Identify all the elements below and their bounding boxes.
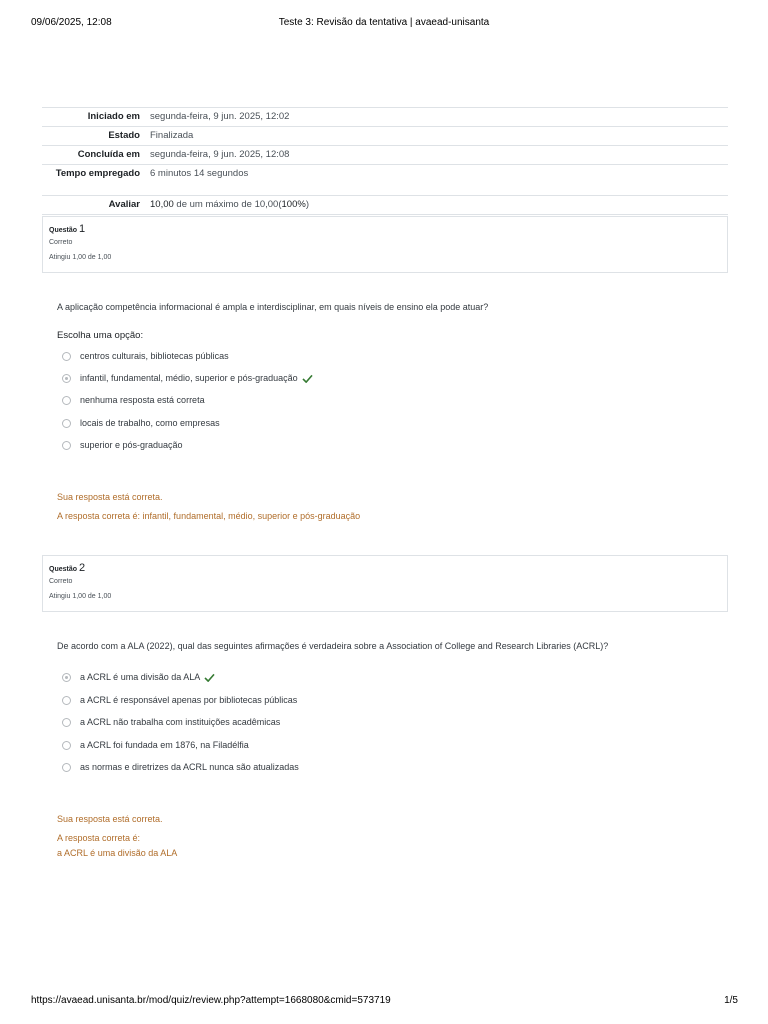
grade-max: de um máximo de 10,00( (173, 199, 282, 210)
print-header (0, 17, 768, 31)
question-2-info (42, 555, 728, 612)
question-1-text: A aplicação competência informacional é ampla e interdisciplinar, em quais níveis de ensino ela pode atuar? (57, 302, 489, 312)
question-2-option[interactable] (62, 693, 297, 707)
option-label: a ACRL é uma divisão da ALA (80, 672, 201, 682)
question-1-info (42, 216, 728, 273)
option-label: a ACRL foi fundada em 1876, na Filadélfia (80, 740, 249, 750)
summary-label: Tempo empregado (42, 165, 146, 196)
question-2-text: De acordo com a ALA (2022), qual das seguintes afirmações é verdadeira sobre a Association of College and Research Libraries (ACRL)? (57, 641, 609, 651)
summary-value: segunda-feira, 9 jun. 2025, 12:08 (146, 146, 728, 165)
print-date: 09/06/2025, 12:08 (31, 17, 112, 28)
question-2-option[interactable] (62, 715, 280, 729)
option-label: locais de trabalho, como empresas (80, 418, 220, 428)
question-grade: Atingiu 1,00 de 1,00 (49, 254, 112, 261)
radio-icon[interactable] (62, 718, 71, 727)
grade-score: 10,00 (150, 199, 174, 210)
question-grade: Atingiu 1,00 de 1,00 (49, 593, 112, 600)
print-footer (0, 995, 768, 1009)
question-1-option-selected[interactable] (62, 371, 313, 385)
summary-value: 6 minutos 14 segundos (146, 165, 728, 196)
question-2-option[interactable] (62, 738, 249, 752)
summary-label: Iniciado em (42, 108, 146, 127)
question-1-option[interactable] (62, 416, 220, 430)
question-1-right-answer: A resposta correta é: infantil, fundamental, médio, superior e pós-graduação (57, 511, 361, 521)
summary-row (42, 146, 728, 165)
question-1-prompt: Escolha uma opção: (57, 330, 144, 341)
option-label: centros culturais, bibliotecas públicas (80, 351, 229, 361)
radio-icon[interactable] (62, 763, 71, 772)
print-title: Teste 3: Revisão da tentativa | avaead-unisanta (278, 17, 490, 28)
summary-value: segunda-feira, 9 jun. 2025, 12:02 (146, 108, 728, 127)
attempt-summary-table (42, 107, 728, 215)
question-1-option[interactable] (62, 393, 205, 407)
question-2-feedback-status: Sua resposta está correta. (57, 814, 163, 824)
print-url: https://avaead.unisanta.br/mod/quiz/review.php?attempt=1668080&cmid=573719 (31, 995, 391, 1006)
grade-percent: 100% (281, 199, 306, 210)
radio-icon[interactable] (62, 696, 71, 705)
question-number: Questão 2 (49, 562, 86, 574)
print-page-number: 1/5 (724, 995, 738, 1006)
question-number-value: 2 (79, 562, 86, 574)
radio-icon[interactable] (62, 396, 71, 405)
radio-icon[interactable] (62, 673, 71, 682)
radio-icon[interactable] (62, 741, 71, 750)
question-2-right-answer: a ACRL é uma divisão da ALA (57, 848, 178, 858)
summary-label: Concluída em (42, 146, 146, 165)
summary-value: Finalizada (146, 127, 728, 146)
question-1-option[interactable] (62, 438, 183, 452)
radio-icon[interactable] (62, 374, 71, 383)
summary-grade-value (146, 196, 728, 215)
summary-row (42, 196, 728, 215)
summary-label: Estado (42, 127, 146, 146)
check-icon (204, 673, 215, 682)
radio-icon[interactable] (62, 441, 71, 450)
question-state: Correto (49, 239, 73, 246)
option-label: nenhuma resposta está correta (80, 395, 205, 405)
radio-icon[interactable] (62, 352, 71, 361)
option-label: a ACRL não trabalha com instituições acadêmicas (80, 717, 281, 727)
question-number: Questão 1 (49, 223, 86, 235)
question-2-option-selected[interactable] (62, 670, 215, 684)
question-number-value: 1 (79, 223, 86, 235)
option-label: a ACRL é responsável apenas por bibliotecas públicas (80, 695, 298, 705)
option-label: as normas e diretrizes da ACRL nunca são atualizadas (80, 762, 299, 772)
question-state: Correto (49, 578, 73, 585)
summary-row (42, 127, 728, 146)
question-2-option[interactable] (62, 760, 299, 774)
question-2-right-answer-label: A resposta correta é: (57, 833, 141, 843)
summary-row (42, 108, 728, 127)
radio-icon[interactable] (62, 419, 71, 428)
option-label: infantil, fundamental, médio, superior e pós-graduação (80, 373, 298, 383)
question-1-option[interactable] (62, 349, 229, 363)
summary-label: Avaliar (42, 196, 146, 215)
summary-row (42, 165, 728, 196)
option-label: superior e pós-graduação (80, 440, 183, 450)
question-1-feedback-status: Sua resposta está correta. (57, 492, 163, 502)
grade-close: ) (305, 199, 309, 210)
check-icon (302, 374, 313, 383)
